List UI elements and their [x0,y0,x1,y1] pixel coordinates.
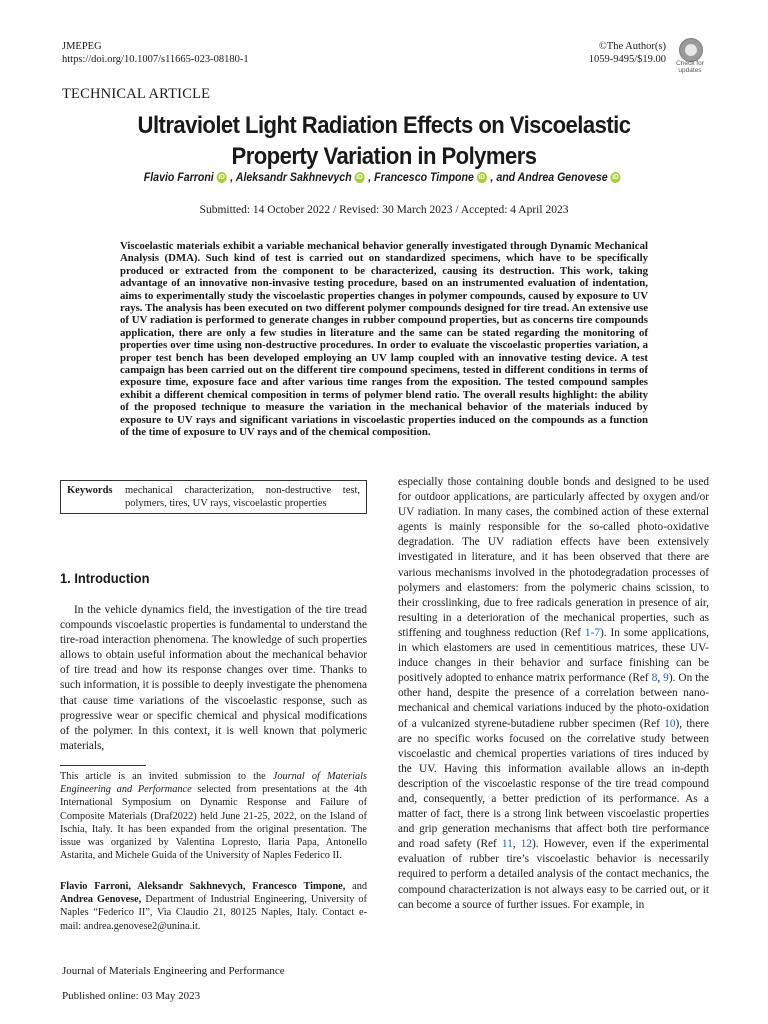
footer-published-date: Published online: 03 May 2023 [62,990,201,1002]
copyright-notice: ©The Author(s) [598,41,666,52]
journal-code: JMEPEG [62,41,102,52]
intro-paragraph-continued: especially those containing double bonds and designed to be used for outdoor applications, are particularly affected by oxygen and/or UV radiation. In many cases, the combined action of these external agents is mainly responsible for the so-called photo-oxidative degradation. The UV radiation effects have been extensively investigated in literature, and it has been observed that there are various mechanisms involved in the photodegradation processes of polymers and elastomers: from the polymeric chains scission, to their crosslinking, due to free radicals generation in presence of air, resulting in a deterioration of the mechanical properties, such as stiffening and toughness reduction (Ref 1-7). In some applications, in which elastomers are used in cementitious matrices, these UV-induce changes in their behavior and surface finishing can be positively adopted to enhance matrix performance (Ref 8, 9). On the other hand, despite the presence of a correlation between nano-mechanical and chemical variations induced by the photo-oxidation of a vulcanized styrene-butadiene rubber specimen (Ref 10), there are no specific works focused on the correlative study between viscoelastic and chemical properties variations of tires induced by the UV. Having this information available allows an in-depth description of the viscoelastic response of the tire tread compound and, consequently, a better prediction of its performance. As a matter of fact, there is a strong link between viscoelastic properties and grip generation mechanisms that affect both tire performance and road safety (Ref 11, 12). However, even if the experimental evaluation of rubber tire’s viscoelastic behavior is necessarily required to perform a detailed analysis of the contact mechanics, the compound characterization is not always easy to be carried out, or it can become a source of further issues. For example, in [398,476,710,911]
intro-right-column [398,475,709,913]
running-header-right [589,40,666,66]
section-heading-introduction: 1. Introduction [60,570,150,586]
article-type: TECHNICAL ARTICLE [62,86,211,102]
reference-link[interactable]: 9 [663,672,669,685]
footnote-invited-submission: This article is an invited submission to the Journal of Materials Engineering and Performance selected from presentations at the 4th International Symposium on Dynamic Response and Failure of Composite Materials (Draf2022) held June 21-25, 2022, on the Island of Ischia, Italy. It has been expanded from the original presentation. The issue was organized by Valentina Lopresto, Ilaria Papa, Antonello Astarita, and Michele Guida of the University of Naples Federico II. [60,771,367,862]
orcid-icon[interactable]: iD [612,174,619,182]
author-list: Flavio Farroni iD , Aleksandr Sakhnevych iD , Francesco Timpone iD , and Andrea Genovese iD [143,172,619,184]
article-title [86,110,682,172]
author-name[interactable]: Flavio Farroni [143,172,214,184]
affiliation-authors: Flavio Farroni, Aleksandr Sakhnevych, Francesco Timpone, [60,881,346,892]
reference-link[interactable]: 1-7 [584,626,600,639]
keywords-box [60,480,367,514]
orcid-icon[interactable]: iD [218,174,225,182]
badge-line-2: updates [678,67,702,74]
orcid-icon[interactable]: iD [478,174,485,182]
doi-link[interactable]: https://doi.org/10.1007/s11665-023-08180-1 [62,54,249,65]
affiliation-address: Department of Industrial Engineering, University of Naples “Federico II”, Via Claudio 21, 80125 Naples, Italy. Contact e-mail: andrea.genovese2@unina.it. [60,894,367,932]
author-name[interactable]: Aleksandr Sakhnevych [235,172,352,184]
keywords-list: mechanical characterization, non-destructive test, polymers, tires, UV rays, viscoelastic properties [125,485,360,509]
author-name[interactable]: Francesco Timpone [374,172,474,184]
journal-name-italic: Journal of Materials Engineering and Performance [60,771,367,796]
reference-link[interactable]: 11 [501,838,513,851]
author-name[interactable]: and Andrea Genovese [496,172,608,184]
running-header-left [62,40,249,66]
intro-left-column [60,603,367,754]
check-updates-icon [679,38,703,62]
submission-dates: Submitted: 14 October 2022 / Revised: 30 March 2023 / Accepted: 4 April 2023 [199,204,569,216]
footnote-affiliation: Flavio Farroni, Aleksandr Sakhnevych, Francesco Timpone, and Andrea Genovese, Department of Industrial Engineering, University of Naples “Federico II”, Via Claudio 21, 80125 Naples, Italy. Contact e-mail: andrea.genovese2@unina.it. [60,881,367,932]
keywords-label: Keywords [67,485,113,496]
check-for-updates-badge[interactable] [672,38,708,74]
title-line-2: Property Variation in Polymers [231,143,537,170]
issn-price: 1059-9495/$19.00 [588,54,666,65]
reference-link[interactable]: 12 [520,838,533,851]
title-line-1: Ultraviolet Light Radiation Effects on Viscoelastic [137,112,631,139]
reference-link[interactable]: 8 [651,672,658,685]
intro-paragraph: In the vehicle dynamics field, the investigation of the tire tread compounds viscoelastic properties is fundamental to understand the tire-road interaction phenomena. The knowledge of such properties allows to obtain useful information about the mechanical behavior of tire tread and how its response changes over time. Thanks to such information, it is possible to deeply investigate the phenomena that cause time variations of the viscoelastic response, such as progressive wear or specific chemical and physical modifications of the polymer. In this context, it is well known that polymeric materials, [60,604,367,752]
footer-journal-name: Journal of Materials Engineering and Performance [62,965,285,977]
footnote-rule [60,765,146,766]
orcid-icon[interactable]: iD [356,174,363,182]
badge-line-1: Check for [676,60,704,67]
reference-link[interactable]: 10 [664,717,676,730]
abstract: Viscoelastic materials exhibit a variable mechanical behavior generally investigated through Dynamic Mechanical Analysis (DMA). Such kind of test is carried out on standardized specimens, which have to be specifically produced or extracted from the component to be characterized, causing its destruction. This work, taking advantage of an innovative non-invasive testing procedure, based on an instrumented evaluation of indentation, aims to experimentally study the viscoelastic properties changes in polymer compounds, caused by exposure to UV rays. The analysis has been executed on two different polymer compounds designed for tire tread. An extensive use of UV radiation is performed to generate changes in rubber compound properties, but as concerns tire compounds application, there are only a few studies in literature and the same can be stated regarding the monitoring of properties over time using non-destructive procedures. In order to evaluate the viscoelastic properties variation, a proper test bench has been developed employing an UV lamp coupled with an innovative testing device. A test campaign has been carried out on the different tire compound specimens, tested in different conditions in terms of exposure time, exposure face and after various time ranges from the exposition. The tested compound samples exhibit a different chemical composition in terms of polymer blend ratio. The overall results highlight: the ability of the proposed technique to measure the variation in the mechanical behavior of the materials induced by exposure to UV rays and significant variations in viscoelastic properties induced on the compounds as a function of the time of exposure to UV rays and of the chemical composition. [120,240,648,439]
